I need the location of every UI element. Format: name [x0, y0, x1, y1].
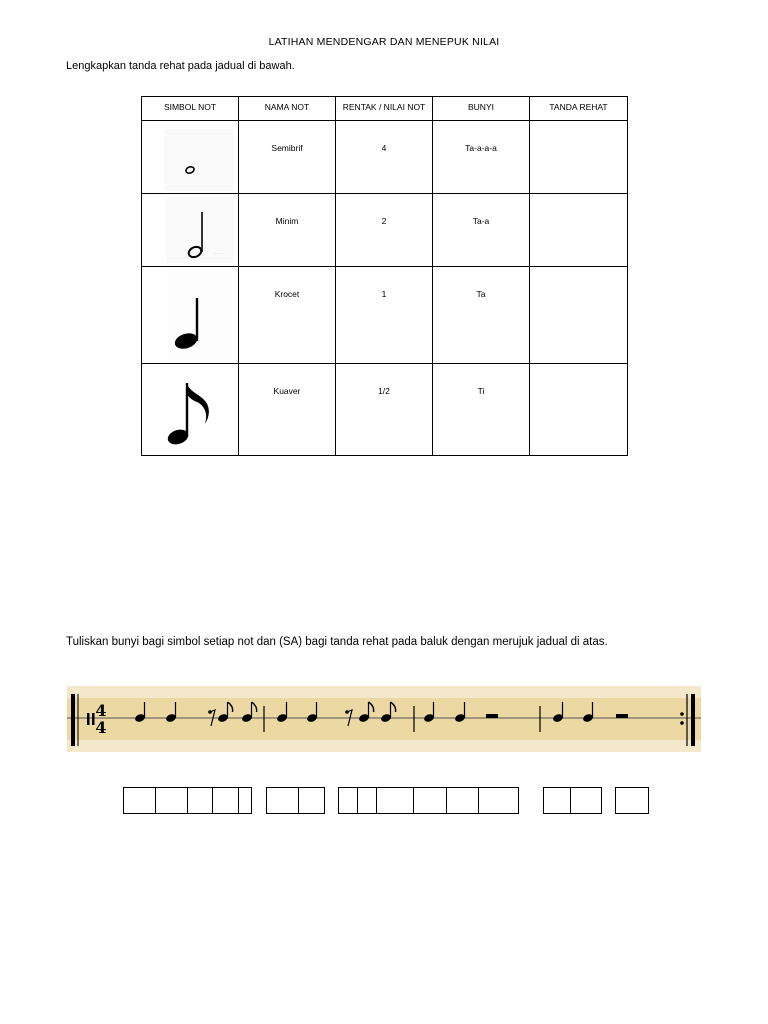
- header-rest: TANDA REHAT: [530, 97, 628, 121]
- note-name: Minim: [239, 194, 336, 267]
- note-name: Kuaver: [239, 364, 336, 456]
- end-barline: [691, 694, 695, 746]
- answer-box[interactable]: [212, 787, 239, 814]
- svg-text:~~~~: ~~~~: [214, 251, 225, 255]
- rhythm-staff: [67, 686, 701, 752]
- time-sig-bottom: 4: [95, 718, 107, 737]
- answer-box[interactable]: [338, 787, 358, 814]
- header-symbol: SIMBOL NOT: [142, 97, 239, 121]
- instruction-staff: Tuliskan bunyi bagi simbol setiap not dan (SA) bagi tanda rehat pada baluk dengan merujuk jadual di atas.: [66, 636, 608, 648]
- minim-icon: [142, 194, 238, 266]
- time-sig-top: 4: [95, 701, 107, 720]
- table-row: [142, 267, 628, 364]
- instruction-table: Lengkapkan tanda rehat pada jadual di bawah.: [66, 60, 295, 72]
- note-sound: Ta-a-a-a: [433, 121, 530, 194]
- header-name: NAMA NOT: [239, 97, 336, 121]
- rest-answer-cell[interactable]: [530, 364, 628, 456]
- answer-box[interactable]: [155, 787, 188, 814]
- answer-box[interactable]: [478, 787, 519, 814]
- header-sound: BUNYI: [433, 97, 530, 121]
- answer-group-2: [266, 787, 325, 814]
- answer-box[interactable]: [413, 787, 447, 814]
- answer-box[interactable]: [123, 787, 156, 814]
- answer-group-1: [123, 787, 252, 814]
- note-sound: Ta-a: [433, 194, 530, 267]
- worksheet-title: LATIHAN MENDENGAR DAN MENEPUK NILAI: [268, 36, 500, 48]
- header-value: RENTAK / NILAI NOT: [336, 97, 433, 121]
- quaver-icon: [142, 364, 238, 455]
- note-value: 1/2: [336, 364, 433, 456]
- answer-box[interactable]: [357, 787, 377, 814]
- note-name: Semibrif: [239, 121, 336, 194]
- note-name: Krocet: [239, 267, 336, 364]
- minim-rest: [486, 714, 498, 718]
- symbol-cell: [142, 267, 239, 364]
- answer-box[interactable]: [187, 787, 213, 814]
- symbol-cell: [142, 121, 239, 194]
- percussion-clef-icon: [87, 713, 90, 725]
- table-row: [142, 121, 628, 194]
- minim-rest: [616, 714, 628, 718]
- rest-answer-cell[interactable]: [530, 267, 628, 364]
- semibreve-icon: [142, 121, 238, 193]
- note-value: 2: [336, 194, 433, 267]
- note-value: 1: [336, 267, 433, 364]
- note-sound: Ti: [433, 364, 530, 456]
- symbol-cell: [142, 194, 239, 267]
- crotchet-icon: [142, 267, 238, 363]
- rest-answer-cell[interactable]: [530, 194, 628, 267]
- answer-box[interactable]: [266, 787, 299, 814]
- answer-box[interactable]: [446, 787, 479, 814]
- answer-box[interactable]: [615, 787, 649, 814]
- note-sound: Ta: [433, 267, 530, 364]
- answer-box[interactable]: [570, 787, 602, 814]
- answer-box[interactable]: [238, 787, 252, 814]
- answer-box[interactable]: [543, 787, 571, 814]
- answer-group-5: [615, 787, 649, 814]
- answer-group-3: [338, 787, 519, 814]
- table-header-row: [142, 97, 628, 121]
- answer-box[interactable]: [376, 787, 414, 814]
- rest-answer-cell[interactable]: [530, 121, 628, 194]
- table-row: [142, 364, 628, 456]
- thick-barline: [71, 694, 75, 746]
- note-value: 4: [336, 121, 433, 194]
- answer-group-4: [543, 787, 602, 814]
- symbol-cell: [142, 364, 239, 456]
- table-row: [142, 194, 628, 267]
- answer-box[interactable]: [298, 787, 325, 814]
- note-rest-table: [141, 96, 628, 456]
